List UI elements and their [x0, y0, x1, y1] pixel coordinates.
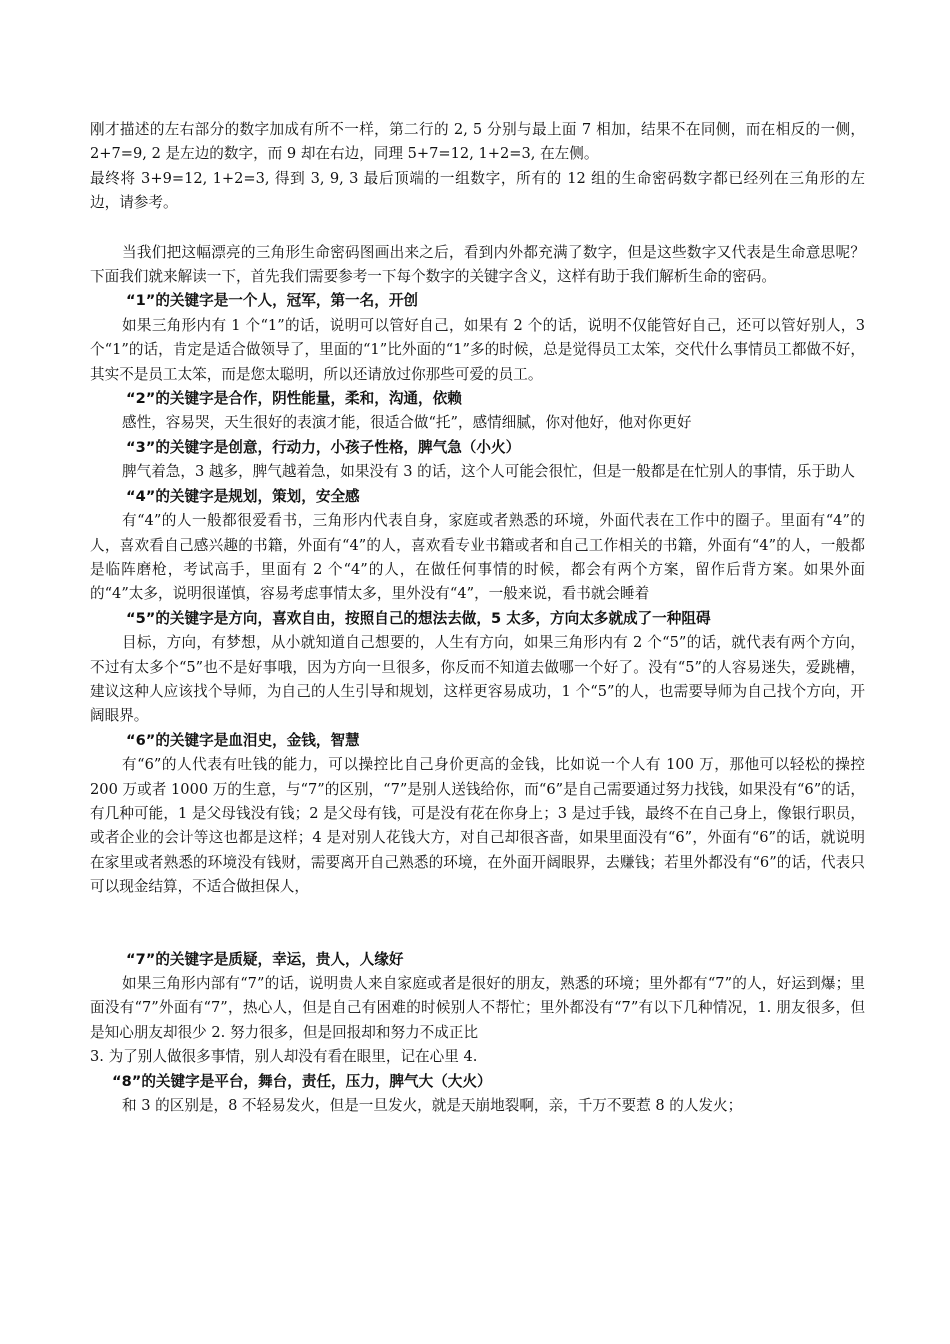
intro-paragraph-3: 当我们把这幅漂亮的三角形生命密码图画出来之后，看到内外都充满了数字，但是这些数字又代表是生命意思呢？下面我们就来解读一下，首先我们需要参考一下每个数字的关键字含义，这样有助于我们解析生命的密码。: [90, 243, 865, 286]
keyword-2-heading: “2”的关键字是合作，阴性能量，柔和，沟通，依赖: [126, 390, 462, 408]
keyword-5-heading: “5”的关键字是方向，喜欢自由，按照自己的想法去做，5 太多，方向太多就成了一种阻碍: [126, 609, 711, 627]
keyword-8-body: 和 3 的区别是，8 不轻易发火，但是一旦发火，就是天崩地裂啊，亲，千万不要惹 8 的人发火；: [122, 1097, 743, 1115]
keyword-1-body: 如果三角形内有 1 个“1”的话，说明可以管好自己，如果有 2 个的话，说明不仅能管好自己，还可以管好别人，3 个“1”的话，肯定是适合做领导了，里面的“1”比外面的“1”多的时候，总是觉得员工太笨，交代什么事情员工都做不好，其实不是员工太笨，而是您太聪明，所以还请放过你那些可爱的员工。: [90, 316, 865, 383]
keyword-1-heading: “1”的关键字是一个人，冠军，第一名，开创: [126, 292, 419, 310]
spacer: [90, 216, 865, 241]
keyword-5-body: 目标，方向，有梦想，从小就知道自己想要的，人生有方向，如果三角形内有 2 个“5”的话，就代表有两个方向，不过有太多个“5”也不是好事哦，因为方向一旦很多，你反而不知道去做哪一个好了。没有“5”的人容易迷失，爱跳槽，建议这种人应该找个导师，为自己的人生引导和规划，这样更容易成功，1 个“5”的人，也需要导师为自己找个方向，开阔眼界。: [90, 634, 865, 725]
keyword-4-body: 有“4”的人一般都很爱看书，三角形内代表自身，家庭或者熟悉的环境，外面代表在工作中的圈子。里面有“4”的人，喜欢看自己感兴趣的书籍，外面有“4”的人，喜欢看专业书籍或者和自己工作相关的书籍，外面有“4”的人，一般都是临阵磨枪，考试高手，里面有 2 个“4”的人，在做任何事情的时候，都会有两个方案，留作后背方案。如果外面的“4”太多，说明很谨慎，容易考虑事情太多，里外没有“4”，一般来说，看书就会睡着: [90, 512, 865, 603]
keyword-6-heading: “6”的关键字是血泪史，金钱，智慧: [126, 731, 360, 749]
keyword-2-body: 感性，容易哭，天生很好的表演才能，很适合做“托”，感情细腻，你对他好，他对你更好: [122, 414, 692, 432]
keyword-3-heading: “3”的关键字是创意，行动力，小孩子性格，脾气急（小火）: [126, 438, 521, 456]
intro-paragraph-1: 刚才描述的左右部分的数字加成有所不一样，第二行的 2, 5 分别与最上面 7 相加，结果不在同侧，而在相反的一侧，2+7=9, 2 是左边的数字，而 9 却在右边，同理 5+7=12, 1+2=3, 在左侧。: [90, 121, 865, 163]
keyword-7-body: 如果三角形内部有“7”的话，说明贵人来自家庭或者是很好的朋友，熟悉的环境；里外都有“7”的人，好运到爆；里面没有“7”外面有“7”，热心人，但是自己有困难的时候别人不帮忙；里外都没有“7”有以下几种情况，1. 朋友很多，但是知心朋友却很少 2. 努力很多，但是回报却和努力不成正比: [90, 975, 865, 1041]
document-page: [90, 118, 865, 1118]
keyword-4-heading: “4”的关键字是规划，策划，安全感: [126, 487, 360, 505]
keyword-3-body: 脾气着急，3 越多，脾气越着急，如果没有 3 的话，这个人可能会很忙，但是一般都是在忙别人的事情，乐于助人: [122, 463, 855, 481]
spacer: [90, 900, 865, 948]
keyword-6-body: 有“6”的人代表有吐钱的能力，可以操控比自己身价更高的金钱，比如说一个人有 100 万，那他可以轻松的操控 200 万或者 1000 万的生意，与“7”的区别，“7”是别人送钱给你，而“6”是自己需要通过努力找钱，如果没有“6”的话，有几种可能，1 是父母钱没有钱；2 是父母有钱，可是没有花在你身上；3 是过手钱，最终不在自己身上，像银行职员，或者企业的会计等这也都是这样；4 是对别人花钱大方，对自己却很吝啬，如果里面没有“6”，外面有“6”的话，就说明在家里或者熟悉的环境没有钱财，需要离开自己熟悉的环境，在外面开阔眼界，去赚钱；若里外都没有“6”的话，代表只可以现金结算，不适合做担保人，: [90, 756, 865, 896]
keyword-8-heading: “8”的关键字是平台，舞台，责任，压力，脾气大（大火）: [112, 1072, 492, 1090]
keyword-7-body-continued: 3. 为了别人做很多事情，别人却没有看在眼里，记在心里 4.: [90, 1048, 478, 1066]
keyword-7-heading: “7”的关键字是质疑，幸运，贵人，人缘好: [126, 950, 404, 968]
intro-paragraph-2: 最终将 3+9=12, 1+2=3, 得到 3, 9, 3 最后顶端的一组数字，所有的 12 组的生命密码数字都已经列在三角形的左边，请参考。: [90, 169, 865, 212]
